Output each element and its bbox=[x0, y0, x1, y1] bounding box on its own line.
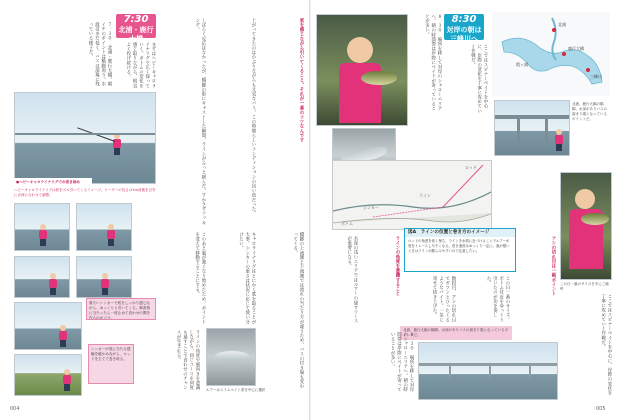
bridge-photo bbox=[494, 100, 570, 156]
bridge-caption: 北浦、鹿行大橋の橋脚。水深がありバスの溜まり場となっているポイントだ。 bbox=[572, 102, 607, 121]
diagram-label-line: ライン bbox=[419, 193, 431, 198]
diagram-label-sinker: シンカー bbox=[363, 205, 379, 210]
left-highlight-col: 底を感じながら引いてくること。それが一番のコツなんです bbox=[299, 18, 304, 143]
map-label-2: 霞ヶ浦 bbox=[516, 62, 528, 67]
left-body-col-4: キャロライナリグはとにかく底を取ることが大事。シンカーの重さは状況に応じて使い分けたい。 bbox=[238, 232, 256, 324]
map-label-3: 鹿行大橋 bbox=[568, 46, 584, 51]
right-section-heading bbox=[444, 14, 484, 43]
sequence-photo-2 bbox=[76, 203, 132, 251]
bass-fish bbox=[361, 71, 397, 85]
right-section-place: 対岸の朝は三峰川へ bbox=[446, 26, 482, 43]
left-body-col-5: 橋脚の上流側と下流側では流れの当たり方が違うため、バスの付き場も変わってくる。 bbox=[292, 232, 304, 389]
left-intro-text: ７：３０ 北浦・鹿行大橋。朝イチのポイントは橋脚周り。水温はまだ低く、バスは深場に残っている様子だ。 bbox=[88, 22, 112, 87]
left-section-heading bbox=[116, 14, 156, 43]
tip-title: 図A ラインの位置と巻き方のイメージ bbox=[405, 229, 515, 237]
right-body-col-2: 数投目、アシの切れ目でガツンとひったくるようなバイト。一気に寄せて抜き上げた。 bbox=[432, 276, 456, 322]
bridge-panorama-photo bbox=[418, 342, 558, 400]
side-caption: シンカーが底に当たる感触を確かめながら、ロッドを立てて巻き取る。 bbox=[88, 344, 134, 384]
diagram-svg bbox=[333, 161, 492, 230]
right-body-col-1: 水深の浅いエリアではルアーの通すコースが重要になる。 bbox=[346, 236, 358, 324]
lure-photo bbox=[206, 328, 256, 386]
sequence-photo-1 bbox=[14, 203, 70, 251]
left-body-col-3: このあと風が強くなり始めたため、ポイントを変えて移動することにする。 bbox=[194, 232, 206, 324]
left-body-col-2: 上がってきたのは小ぶりながらも元気なバス。この時期らしいコンディションの良い魚だった。 bbox=[251, 18, 256, 216]
bottom-photo-caption: 北浦、鹿行大橋の橋脚。水深がありバスの溜まり場となっているポイントだ。 bbox=[403, 328, 508, 337]
right-body-col-5: ８：３０ 場所を移して対岸のシャローエリアへ。朝の時間帯は岸際にベイトが寄っていることが多い。 bbox=[390, 332, 414, 392]
map-svg bbox=[492, 12, 610, 96]
area-map bbox=[492, 12, 610, 96]
right-intro-col: ８：３０ 場所を移して対岸のシャローエリアへ。朝の時間帯は岸際にベイトが寄っていることが多い。 bbox=[424, 14, 442, 111]
diagram-label-rod: ロッド bbox=[465, 165, 477, 170]
tip-body: ロッドの角度を低く保ち、ラインを水面に近づけることでルアーが底をトレースしやすくなる。巻き速度はゆっくり一定に。風が強いときはラインが膨らみやすいので注意したい。 bbox=[408, 239, 510, 253]
left-body-col-1: しばらく反応はなかったが、橋脚の影にキャストした瞬間、ラインがふっと緩んだ。すかさずフッキング。 bbox=[194, 18, 206, 225]
sequence-photo-3 bbox=[14, 256, 70, 298]
main-fishing-photo bbox=[14, 92, 156, 184]
right-body-col-4: ここではスピナーベイトを中心に、岸際の変化を丁寧に攻めていく作戦だ。 bbox=[600, 294, 612, 396]
bass-fish-2 bbox=[581, 213, 609, 225]
line-diagram bbox=[332, 160, 492, 230]
right-body-col-3: この日一番のサイズ。ボトム付近をゆっくり引いたのが功を奏した。 bbox=[486, 276, 510, 322]
page-gutter bbox=[309, 0, 311, 420]
bridge-deck bbox=[495, 115, 570, 119]
bridge-rail bbox=[15, 133, 156, 135]
bottom-caption-block bbox=[400, 326, 512, 340]
map-label-1: 北浦 bbox=[558, 22, 566, 27]
map-marker-3 bbox=[586, 68, 590, 72]
right-highlight-col-2: アシの切れ目は一級ポイント bbox=[551, 236, 556, 296]
sequence-photo-4 bbox=[76, 256, 132, 298]
right-intro-col-2: ここではスピナーベイトを中心に、岸際の変化を丁寧に攻めていく作戦だ。 bbox=[470, 44, 488, 113]
sequence-photo-6 bbox=[14, 354, 82, 396]
right-section-time: 8:30 bbox=[451, 14, 477, 25]
angler-face-2 bbox=[575, 189, 595, 209]
map-label-4: 三峰川 bbox=[590, 74, 602, 79]
left-intro-text-2: まずはヘビーキャロライナリグで広く探っていく。ボトムの変化を感じ取りながら、根気よく投げ続ける。 bbox=[125, 42, 156, 88]
angler-with-bass-photo bbox=[316, 14, 408, 126]
diagram-label-bottom: ボトム bbox=[341, 221, 353, 226]
sequence-photo-5 bbox=[14, 302, 82, 350]
sequence-caption: 重たいシンカーで底をしっかり感じながら、ゆっくりと引いてくる。障害物に当たったら一度止めて食わせの間を作るのがコツ。 bbox=[86, 298, 156, 320]
map-marker-1 bbox=[552, 28, 556, 32]
right-highlight-col-1: ラインの角度を意識すること bbox=[395, 236, 400, 296]
tip-box bbox=[404, 228, 516, 272]
lure-shape bbox=[215, 351, 249, 361]
catch-photo bbox=[560, 172, 612, 280]
map-marker-2 bbox=[562, 52, 566, 56]
left-body-col-6: ラインの角度や風向きを意識しながら、同じコースを何度も通すことで食わせのチャンスが生まれる。 bbox=[176, 330, 200, 390]
main-photo-detail-caption: ヘビーキャロライナリグは底をズル引いてくるイメージ。リーダーの長さは1ｍ前後を目安に水深に合わせて調整。 bbox=[14, 188, 156, 197]
angler-figure bbox=[113, 133, 121, 155]
right-page-number: 005 bbox=[596, 406, 606, 412]
left-page-number: 004 bbox=[10, 406, 20, 412]
lure-caption: ルアーはスイムベイト系を中心に選択 bbox=[206, 388, 266, 392]
catch-caption: この日一番のサイズを手にご満悦 bbox=[560, 282, 609, 290]
left-section-place: 北浦・鹿行大橋 bbox=[118, 26, 154, 43]
main-photo-caption: ●ヘビーキャロライナリグでの巻き始め bbox=[14, 178, 92, 186]
left-section-time: 7:30 bbox=[123, 14, 149, 25]
angler-face bbox=[347, 37, 373, 63]
